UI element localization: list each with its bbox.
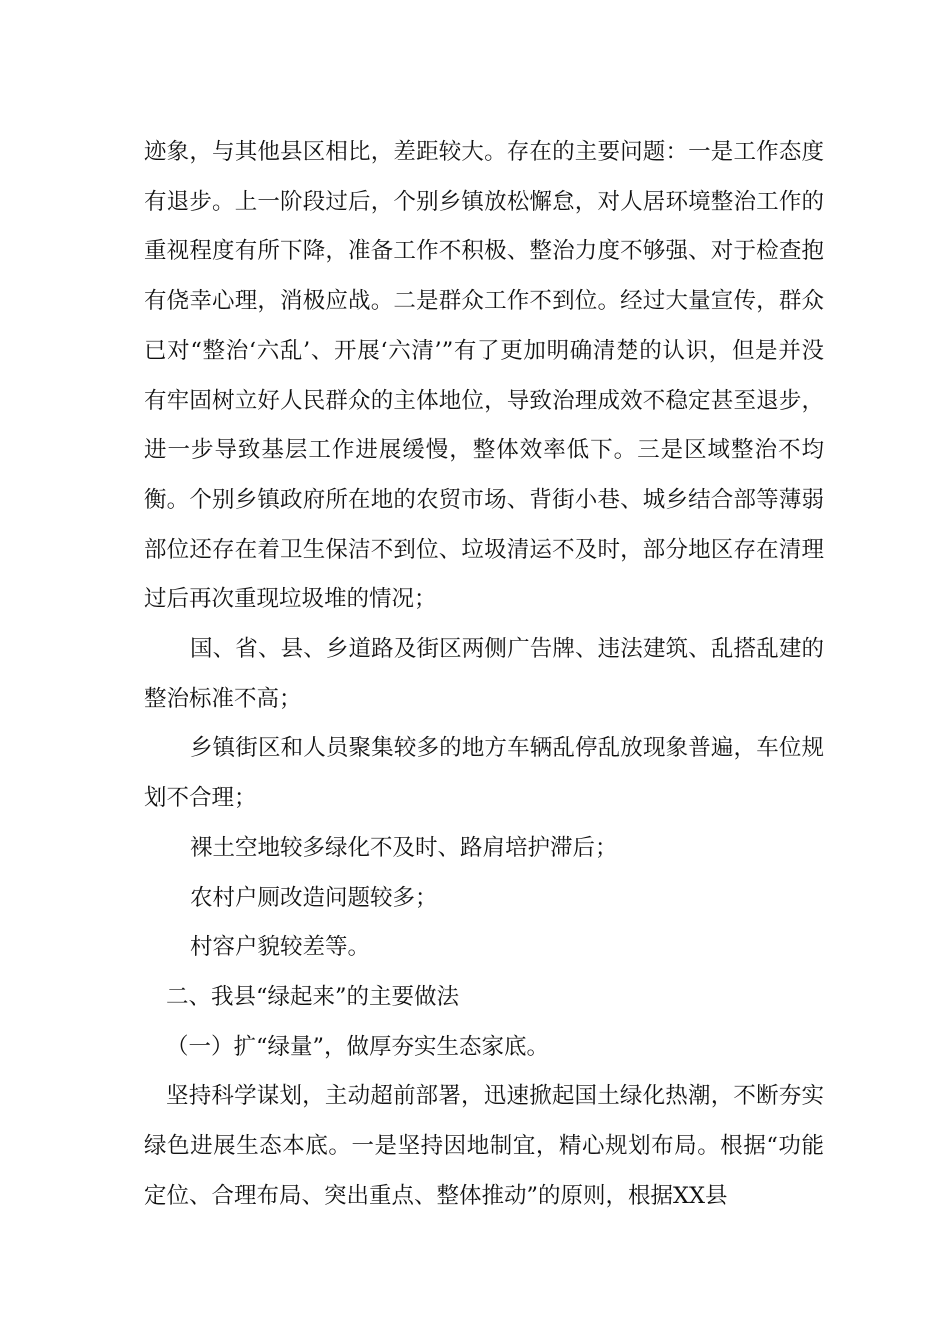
paragraph-village: 村容户貌较差等。 <box>190 934 371 961</box>
document-body <box>144 128 824 1221</box>
paragraph-problems: 迹象，与其他县区相比，差距较大。存在的主要问题：一是工作态度有退步。上一阶段过后，个别乡镇放松懈怠，对人居环境整治工作的重视程度有所下降，准备工作不积极、整治力度不够强、对于检查抱有侥幸心理，消极应战。二是群众工作不到位。经过大量宣传，群众已对“整治‘六乱’、开展‘六清’”有了更加明确清楚的认识，但是并没有牢固树立好人民群众的主体地位，导致治理成效不稳定甚至退步，进一步导致基层工作进展缓慢，整体效率低下。三是区域整治不均衡。个别乡镇政府所在地的农贸市场、背街小巷、城乡结合部等薄弱部位还存在着卫生保洁不到位、垃圾清运不及时，部分地区存在清理过后再次重现垃圾堆的情况； <box>144 139 824 613</box>
section-heading-two: 二、我县“绿起来”的主要做法 <box>166 983 460 1010</box>
paragraph-planning: 坚持科学谋划，主动超前部署，迅速掀起国土绿化热潮，不断夯实绿色进展生态本底。一是坚持因地制宜，精心规划布局。根据“功能定位、合理布局、突出重点、整体推动”的原则，根据XX县 <box>144 1083 824 1209</box>
paragraph-parking: 乡镇街区和人员聚集较多的地方车辆乱停乱放现象普遍，车位规划不合理； <box>144 735 824 812</box>
paragraph-greening: 裸土空地较多绿化不及时、路肩培护滞后； <box>190 834 618 861</box>
subsection-heading-one: （一）扩“绿量”，做厚夯实生态家底。 <box>166 1033 550 1060</box>
paragraph-billboards: 国、省、县、乡道路及街区两侧广告牌、违法建筑、乱搭乱建的整治标准不高； <box>144 636 824 712</box>
paragraph-toilets: 农村户厕改造问题较多； <box>190 884 438 911</box>
